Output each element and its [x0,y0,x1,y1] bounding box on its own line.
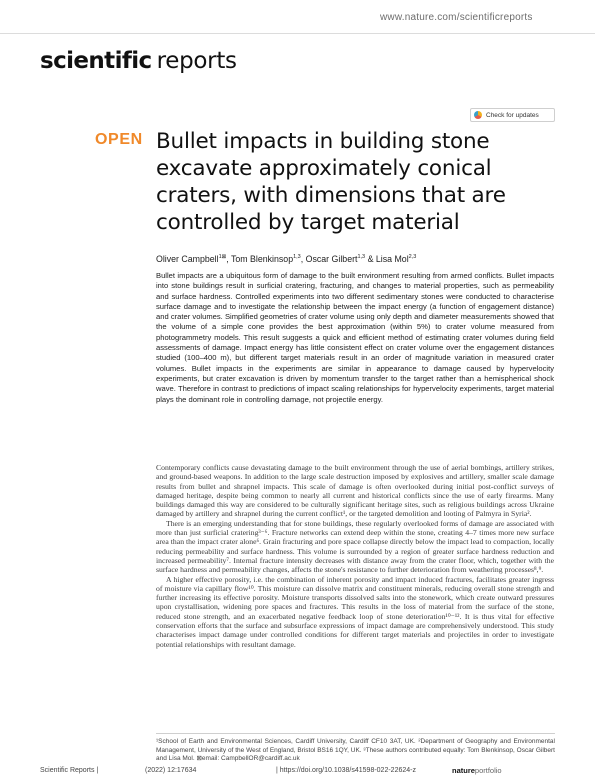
check-for-updates-label: Check for updates [486,111,539,119]
publisher-logo-bold: nature [452,766,475,775]
site-url-link[interactable]: www.nature.com/scientificreports [380,12,533,23]
article-body [156,463,554,649]
affiliations-divider [156,733,555,734]
author-separator: , [300,254,306,264]
author-separator: , [226,254,231,264]
abstract: Bullet impacts are a ubiquitous form of damage to the built environment resulting from armed conflicts. Bullet impacts into stone buildings result in surficial cratering, fracturing, and changes to material properties, such as permeability and surface hardness. Controlled experiments into two different sedimentary stones were conducted to characterise surface damage and to investigate the relationship between the impact energy (a function of engagement distance) and crater volumes. Simplified geometries of crater volume using only depth and diameter measurements showed that the volume of a simple cone provides the best approximation (within 5%) to crater volume measured from photogrammetry models. This result suggests a quick and efficient method of estimating crater volumes during field assessments of damage. Impact energy has little consistent effect on crater volume over the engagement distances studied (100–400 m), but different target materials result in an order of magnitude variation in measured crater volumes. Bullet impacts in the experiments are similar in appearance to damage caused by hypervelocity experiments, but crater excavation is driven by momentum transfer to the target rather than a hemispherical shock wave. Therefore in contrast to predictions of impact scaling relationships for hypervelocity experiments, target material plays the dominant role in controlling damage, not projectile energy. [156,271,554,404]
author-affiliation-marker: 1,3 [357,254,366,261]
publisher-logo [452,766,502,775]
journal-logo-bold: scientific [40,48,152,74]
journal-logo[interactable] [40,50,237,73]
journal-logo-light: reports [156,48,237,74]
crossmark-icon [474,111,482,119]
author-name[interactable]: Tom Blenkinsop [230,254,294,264]
author-affiliation-marker: 2,3 [408,254,417,261]
author-separator: & [365,254,376,264]
publisher-logo-light: portfolio [474,766,502,775]
body-paragraph: Contemporary conflicts cause devastating damage to the built environment through the use of aerial bombings, artillery strikes, and ground-based weapons. In addition to the large scale destruction imposed by explosives and artillery, smaller scale damage results from bullet and shrapnel impacts. This scale of damage is often overlooked during initial post-conflict surveys of damaged heritage, despite being common to nearly all current and historical conflicts since the use of early firearms. Many buildings damaged this way are considered to be culturally significant heritage sites, such as religious buildings across Ukraine damaged by artillery and shrapnel during the current conflict¹, or the targeted demolition and looting of Palmyra in Syria². [156,463,554,519]
author-name[interactable]: Oscar Gilbert [305,254,358,264]
article-title: Bullet impacts in building stone excavate approximately conical craters, with dimensions that are controlled by target material [156,129,506,235]
author-name[interactable]: Lisa Mol [375,254,409,264]
author-name[interactable]: Oliver Campbell [156,254,219,264]
affiliations: ¹School of Earth and Environmental Sciences, Cardiff University, Cardiff CF10 3AT, UK. ²Department of Geography and Environmental Management, University of the West of England, Bristol BS16 1QY, UK. ³These authors contributed equally: Tom Blenkinsop, Oscar Gilbert and Lisa Mol. ⊠email: CampbellOR@cardiff.ac.uk [156,738,555,763]
footer-doi-link[interactable]: | https://doi.org/10.1038/s41598-022-22624-z [276,767,416,774]
body-paragraph: A higher effective porosity, i.e. the combination of inherent porosity and impact induced fractures, facilitates greater ingress of moisture via capillary flow¹⁰. This moisture can dissolve matrix and constituent minerals, reducing overall stone strength and further increasing its effective porosity. Moisture transports dissolved salts into the stonework, which create outward pressures upon crystallisation, widening pore spaces and fractures. This results in the loss of material from the surface of the stone, reduced stone strength, and an exacerbated negative feedback loop of stone deterioration¹⁰⁻¹². It is thus vital for effective conservation efforts that the surface and subsurface expressions of impact damage are comprehensively understood. This study characterises impact damage under controlled conditions for different target materials and projectiles in order to investigate potential relationships with resultant damage. [156,574,554,649]
footer-citation: (2022) 12:17634 [145,767,197,774]
header-divider [0,33,595,34]
footer-journal: Scientific Reports | [40,767,99,774]
body-paragraph: There is an emerging understanding that for stone buildings, these regularly overlooked forms of damage are associated with more than just surficial cratering³⁻⁶. Fracture networks can extend deep within the stone, creating 4–7 times more new surface area than the impact crater alone⁶. Grain fracturing and pore space collapse directly below the impact lead to compaction, locally reducing permeability and surface hardness. This volume is surrounded by a region of greater surface hardness reduction and increased permeability⁷. Internal fracture intensity decreases with distance away from the crater floor, which, together with the surface hardness and permeability changes, affects the stone's resistance to further deterioration from weathering processes⁸,⁹. [156,518,554,575]
open-access-label: OPEN [95,131,143,148]
check-for-updates-button[interactable] [470,108,555,122]
author-affiliation-marker: 1,3 [293,254,301,261]
author-list [156,254,556,264]
author-affiliation-marker: 1⊠ [218,254,227,261]
